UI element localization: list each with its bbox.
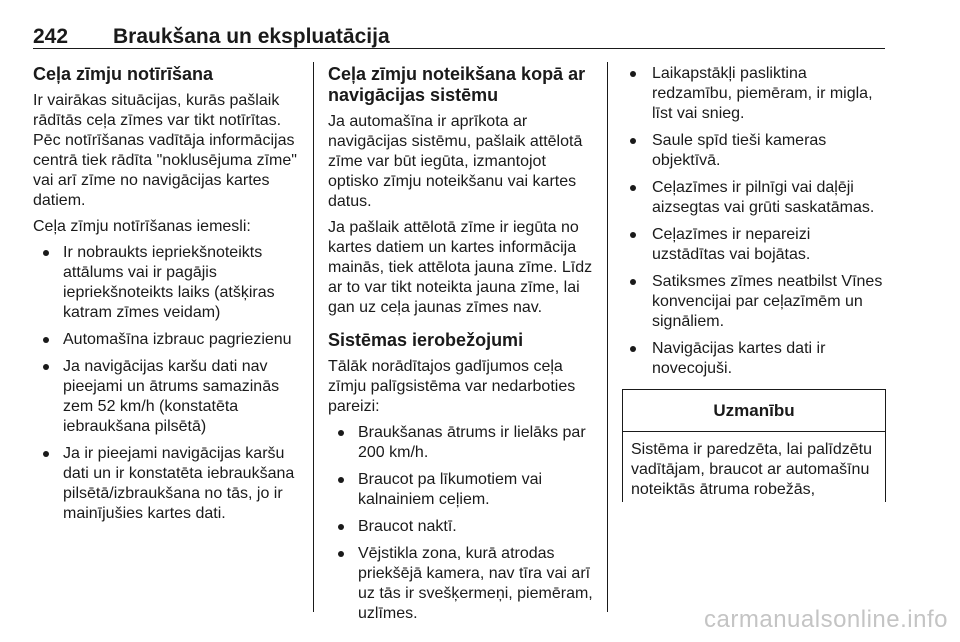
paragraph: Ja pašlaik attēlotā zīme ir iegūta no kartes datiem un kartes informācija mainās, tiek attēlota jauna zīme. Līdz ar to var tikt noteikta jauna zīme, lai gan uz ceļa jaunas zīmes nav.	[328, 219, 593, 316]
chapter-title: Braukšana un ekspluatācija	[113, 25, 390, 48]
bullet-icon	[338, 430, 344, 436]
list-item-text: Braucot naktī.	[358, 518, 457, 535]
column-divider-1	[313, 62, 314, 612]
list-item	[33, 357, 305, 437]
column-2	[328, 64, 594, 631]
bullet-list	[328, 423, 594, 624]
caution-notice-box	[622, 389, 886, 502]
list-item	[328, 517, 594, 537]
list-item	[622, 225, 886, 265]
caution-notice-title: Uzmanību	[623, 390, 885, 432]
list-item	[622, 131, 886, 171]
page-header	[33, 0, 885, 48]
list-item	[328, 423, 594, 463]
watermark: carmanualsonline.info	[704, 606, 948, 633]
bullet-icon	[630, 138, 636, 144]
list-item-text: Saule spīd tieši kameras objektīvā.	[652, 132, 827, 169]
list-item	[622, 339, 886, 379]
bullet-icon	[43, 364, 49, 370]
column-3	[622, 64, 886, 502]
list-item	[33, 243, 305, 323]
list-item-text: Automašīna izbrauc pagriezienu	[63, 331, 292, 348]
list-item-text: Braucot pa līkumotiem vai kalnainiem ceļiem.	[358, 471, 543, 508]
list-item-text: Navigācijas kartes dati ir novecojuši.	[652, 340, 826, 377]
paragraph: Ir vairākas situācijas, kurās pašlaik rādītās ceļa zīmes var tikt notīrītas. Pēc notīrīšanas vadītāja informācijas centrā tiek rādīta "noklusējuma zīme" vai arī zīme no navigācijas kartes datiem.	[33, 92, 297, 209]
bullet-icon	[338, 524, 344, 530]
caution-notice-body: Sistēma ir paredzēta, lai palīdzētu vadītājam, braucot ar automašīnu noteiktās ātruma robežās,	[631, 441, 873, 498]
list-item	[622, 178, 886, 218]
section-heading-sign-clearing: Ceļa zīmju notīrīšana	[33, 64, 214, 84]
section-heading-limitations: Sistēmas ierobežojumi	[328, 330, 524, 350]
bullet-list	[33, 243, 305, 524]
bullet-icon	[630, 279, 636, 285]
list-item-text: Braukšanas ātrums ir lielāks par 200 km/h.	[358, 424, 586, 461]
list-item-text: Ja ir pieejami navigācijas karšu dati un ir konstatēta iebraukšana pilsētā/izbraukšana no tās, jo ir mainījušies kartes dati.	[63, 445, 295, 522]
bullet-icon	[43, 250, 49, 256]
list-item-text: Ir nobraukts iepriekšnoteikts attālums vai ir pagājis iepriekšnoteikts laiks (atšķiras katram zīmes veidam)	[63, 244, 275, 321]
paragraph: Ceļa zīmju notīrīšanas iemesli:	[33, 218, 251, 235]
bullet-icon	[338, 551, 344, 557]
list-item-text: Satiksmes zīmes neatbilst Vīnes konvencijai par ceļazīmēm un signāliem.	[652, 273, 883, 330]
list-item-text: Laikapstākļi pasliktina redzamību, piemēram, ir migla, līst vai snieg.	[652, 65, 873, 122]
list-item	[622, 272, 886, 332]
section-heading-navigation: Ceļa zīmju noteikšana kopā ar navigācijas sistēmu	[328, 64, 586, 105]
list-item-text: Vējstikla zona, kurā atrodas priekšējā kamera, nav tīra vai arī uz tās ir svešķermeņi, piemēram, uzlīmes.	[358, 545, 593, 622]
bullet-icon	[43, 451, 49, 457]
paragraph: Tālāk norādītajos gadījumos ceļa zīmju palīgsistēma var nedarboties pareizi:	[328, 358, 576, 415]
list-item-text: Ja navigācijas karšu dati nav pieejami un ātrums samazinās zem 52 km/h (konstatēta iebraukšana pilsētā)	[63, 358, 280, 435]
bullet-icon	[630, 185, 636, 191]
list-item	[622, 64, 886, 124]
paragraph: Ja automašīna ir aprīkota ar navigācijas sistēmu, pašlaik attēlotā zīme var būt iegūta, izmantojot optisko zīmju noteikšanu vai kartes datus.	[328, 113, 583, 210]
list-item-text: Ceļazīmes ir nepareizi uzstādītas vai bojātas.	[652, 226, 811, 263]
bullet-icon	[630, 232, 636, 238]
page-number: 242	[33, 25, 69, 48]
bullet-icon	[43, 337, 49, 343]
column-1	[33, 64, 305, 531]
header-rule	[33, 48, 885, 49]
bullet-icon	[630, 71, 636, 77]
list-item	[33, 330, 305, 350]
bullet-icon	[630, 346, 636, 352]
list-item-text: Ceļazīmes ir pilnīgi vai daļēji aizsegtas vai grūti saskatāmas.	[652, 179, 875, 216]
column-divider-2	[607, 62, 608, 612]
list-item	[328, 544, 594, 624]
list-item	[328, 470, 594, 510]
list-item	[33, 444, 305, 524]
bullet-icon	[338, 477, 344, 483]
bullet-list	[622, 64, 886, 379]
